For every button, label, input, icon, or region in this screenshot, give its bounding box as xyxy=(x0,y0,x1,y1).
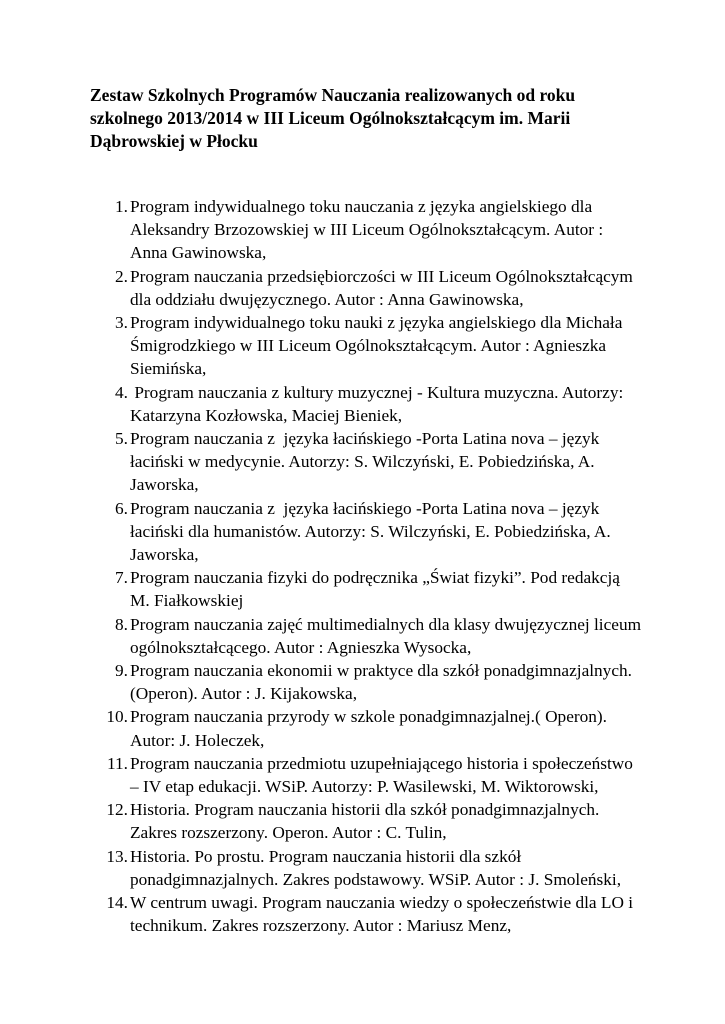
list-item-text-line: Jaworska, xyxy=(130,475,199,495)
list-item-text-line: Program nauczania przedsiębiorczości w III Liceum Ogólnokształcącym xyxy=(130,266,633,286)
program-list-item xyxy=(90,311,650,381)
list-item-number: 1. xyxy=(115,197,128,216)
list-item-text-line: Program nauczania z języka łacińskiego -Porta Latina nova – język xyxy=(130,498,600,518)
program-list-item xyxy=(90,891,650,937)
list-item-text-line: ponadgimnazjalnych. Zakres podstawowy. WSiP. Autor : J. Smoleński, xyxy=(130,869,622,889)
list-item-text-line: Program nauczania ekonomii w praktyce dla szkół ponadgimnazjalnych. xyxy=(130,661,632,681)
list-item-number: 8. xyxy=(115,614,128,634)
program-list-item xyxy=(90,798,650,844)
program-list-item xyxy=(90,566,650,612)
program-list-item xyxy=(90,752,650,798)
list-item-number: 14. xyxy=(106,893,128,913)
list-item-number: 10. xyxy=(106,707,128,727)
list-item-text-line: Jaworska, xyxy=(130,545,199,565)
list-item-number: 9. xyxy=(115,661,128,681)
list-item-text-line: ogólnokształcącego. Autor : Agnieszka Wysocka, xyxy=(130,637,472,657)
list-item-text-line: Katarzyna Kozłowska, Maciej Bieniek, xyxy=(130,405,403,425)
list-item-text-line: Program nauczania z kultury muzycznej - Kultura muzyczna. Autorzy: xyxy=(130,382,624,402)
list-item-text-line: Program nauczania zajęć multimedialnych dla klasy dwujęzycznej liceum xyxy=(130,614,642,634)
list-item-text-line: (Operon). Autor : J. Kijakowska, xyxy=(130,684,358,704)
list-item-text-line: Program nauczania z języka łacińskiego -Porta Latina nova – język xyxy=(130,429,600,449)
list-item-number: 13. xyxy=(106,846,128,866)
list-item-text-line: – IV etap edukacji. WSiP. Autorzy: P. Wasilewski, M. Wiktorowski, xyxy=(130,777,599,797)
list-item-text-line: Siemińska, xyxy=(130,359,207,379)
list-item-text-line: Program indywidualnego toku nauczania z języka angielskiego dla xyxy=(130,197,593,216)
program-list-item xyxy=(90,705,650,751)
list-item-text-line: Autor: J. Holeczek, xyxy=(130,730,265,750)
program-list-item xyxy=(90,845,650,891)
document-title xyxy=(90,84,610,153)
list-item-text-line: dla oddziału dwujęzycznego. Autor : Anna Gawinowska, xyxy=(130,289,524,309)
list-item-text-line: technikum. Zakres rozszerzony. Autor : Mariusz Menz, xyxy=(130,916,512,936)
program-list-item xyxy=(90,613,650,659)
program-list-item xyxy=(90,427,650,497)
list-item-text-line: W centrum uwagi. Program nauczania wiedzy o społeczeństwie dla LO i xyxy=(130,893,634,913)
list-item-number: 4. xyxy=(115,382,128,402)
list-item-number: 7. xyxy=(115,568,128,588)
list-item-text-line: Historia. Po prostu. Program nauczania historii dla szkół xyxy=(130,846,522,866)
list-item-text-line: Program nauczania przedmiotu uzupełniającego historia i społeczeństwo xyxy=(130,753,633,773)
list-item-text-line: Program nauczania fizyki do podręcznika „Świat fizyki”. Pod redakcją xyxy=(130,568,620,588)
list-item-text-line: Program nauczania przyrody w szkole ponadgimnazjalnej.( Operon). xyxy=(130,707,607,727)
list-item-number: 3. xyxy=(115,313,128,333)
list-item-text-line: Zakres rozszerzony. Operon. Autor : C. Tulin, xyxy=(130,823,447,843)
list-item-number: 5. xyxy=(115,429,128,449)
list-item-text-line: Śmigrodzkiego w III Liceum Ogólnokształcącym. Autor : Agnieszka xyxy=(130,336,607,356)
list-item-number: 11. xyxy=(107,753,128,773)
list-item-text-line: Program indywidualnego toku nauki z języka angielskiego dla Michała xyxy=(130,313,623,333)
list-item-number: 6. xyxy=(115,498,128,518)
title-line: Dąbrowskiej w Płocku xyxy=(90,131,258,151)
program-list xyxy=(90,195,650,938)
list-item-text-line: Aleksandry Brzozowskiej w III Liceum Ogólnokształcącym. Autor : xyxy=(130,220,604,240)
list-item-number: 12. xyxy=(106,800,128,820)
list-item-text-line: M. Fiałkowskiej xyxy=(130,591,244,611)
program-list-item xyxy=(90,265,650,311)
program-list-item xyxy=(90,497,650,567)
list-item-number: 2. xyxy=(115,266,128,286)
list-item-text-line: Historia. Program nauczania historii dla szkół ponadgimnazjalnych. xyxy=(130,800,600,820)
title-line: szkolnego 2013/2014 w III Liceum Ogólnokształcącym im. Marii xyxy=(90,108,571,128)
program-list-item xyxy=(90,659,650,705)
program-list-item xyxy=(90,195,650,265)
title-line: Zestaw Szkolnych Programów Nauczania realizowanych od roku xyxy=(90,85,576,105)
program-list-item xyxy=(90,381,650,427)
list-item-text-line: łaciński w medycynie. Autorzy: S. Wilczyński, E. Pobiedzińska, A. xyxy=(130,452,595,472)
list-item-text-line: łaciński dla humanistów. Autorzy: S. Wilczyński, E. Pobiedzińska, A. xyxy=(130,521,611,541)
list-item-text-line: Anna Gawinowska, xyxy=(130,243,267,263)
